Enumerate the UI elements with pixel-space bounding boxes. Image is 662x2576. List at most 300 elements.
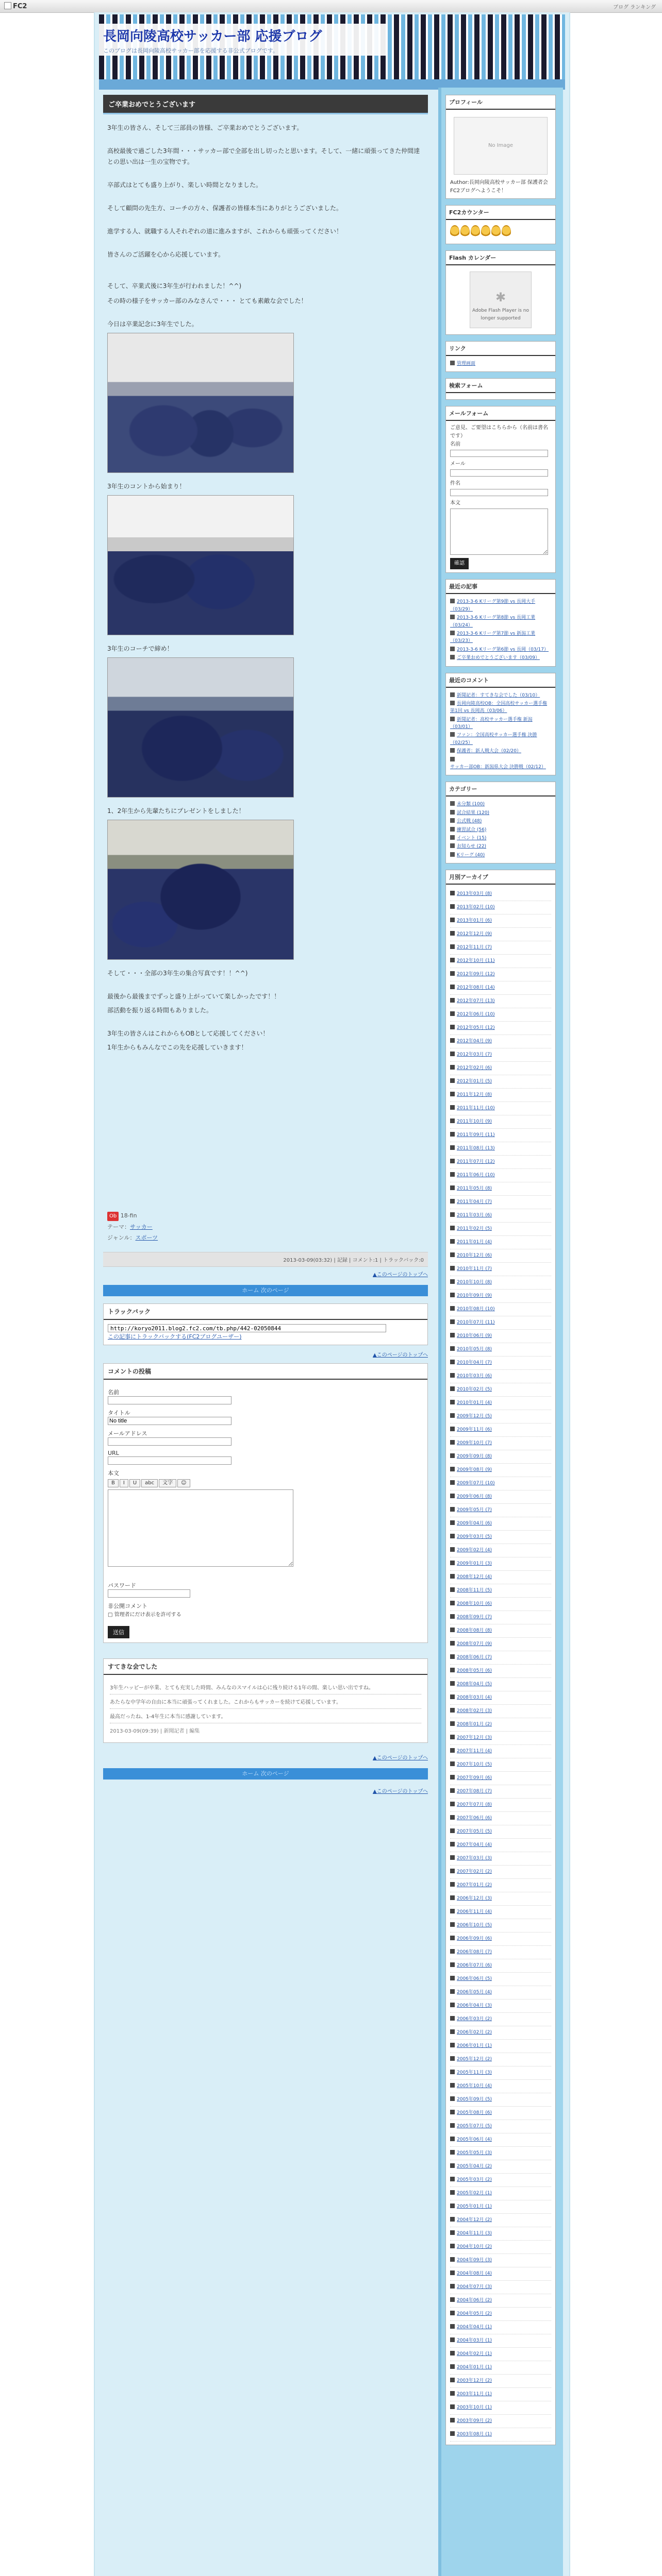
archive-item[interactable] xyxy=(450,2281,551,2294)
recent-entry[interactable] xyxy=(450,614,551,629)
genre-link[interactable]: スポーツ xyxy=(135,1234,158,1241)
category-link[interactable]: 試合結果 (120) xyxy=(457,810,490,816)
archive-link[interactable]: 2003年08月 (1) xyxy=(457,2432,492,2437)
archive-item[interactable] xyxy=(450,1490,551,1504)
archive-link[interactable]: 2012年05月 (12) xyxy=(457,1025,495,1031)
archive-link[interactable]: 2004年11月 (3) xyxy=(457,2231,492,2236)
archive-link[interactable]: 2006年07月 (6) xyxy=(457,1963,492,1969)
archive-link[interactable]: 2004年07月 (3) xyxy=(457,2284,492,2290)
page-top-link[interactable] xyxy=(103,1787,428,1794)
archive-link[interactable]: 2007年04月 (4) xyxy=(457,1842,492,1848)
archive-link[interactable]: 2004年05月 (2) xyxy=(457,2311,492,2317)
archive-item[interactable] xyxy=(450,1691,551,1705)
archive-link[interactable]: 2006年05月 (4) xyxy=(457,1990,492,1995)
archive-link[interactable]: 2012年11月 (7) xyxy=(457,945,492,951)
archive-item[interactable] xyxy=(450,1571,551,1584)
archive-link[interactable]: 2009年11月 (6) xyxy=(457,1427,492,1433)
archive-item[interactable] xyxy=(450,1919,551,1933)
archive-link[interactable]: 2008年07月 (9) xyxy=(457,1641,492,1647)
archive-link[interactable]: 2010年06月 (9) xyxy=(457,1333,492,1339)
archive-item[interactable] xyxy=(450,1450,551,1464)
archive-link[interactable]: 2013年02月 (10) xyxy=(457,905,495,910)
archive-link[interactable]: 2007年10月 (5) xyxy=(457,1762,492,1768)
comment-body-field[interactable] xyxy=(108,1489,293,1567)
archive-item[interactable] xyxy=(450,1209,551,1223)
archive-item[interactable] xyxy=(450,1584,551,1598)
archive-item[interactable] xyxy=(450,2361,551,2375)
archive-item[interactable] xyxy=(450,1316,551,1330)
archive-item[interactable] xyxy=(450,2388,551,2401)
archive-link[interactable]: 2012年04月 (9) xyxy=(457,1039,492,1044)
archive-item[interactable] xyxy=(450,1799,551,1812)
archive-link[interactable]: 2007年06月 (6) xyxy=(457,1816,492,1821)
archive-item[interactable] xyxy=(450,1035,551,1048)
recent-comment[interactable] xyxy=(450,732,551,747)
archive-item[interactable] xyxy=(450,1156,551,1169)
category-item[interactable] xyxy=(450,843,551,850)
archive-link[interactable]: 2007年03月 (3) xyxy=(457,1856,492,1861)
recent-comment[interactable] xyxy=(450,748,551,755)
archive-item[interactable] xyxy=(450,1946,551,1959)
archive-item[interactable] xyxy=(450,2321,551,2334)
archive-link[interactable]: 2004年02月 (1) xyxy=(457,2351,492,2357)
archive-item[interactable] xyxy=(450,2254,551,2267)
recent-comment-link[interactable]: 新聞記者：高校サッカー選手権 新潟（03/01） xyxy=(450,717,533,730)
font-button[interactable]: 文字 xyxy=(159,1479,176,1487)
archive-link[interactable]: 2011年06月 (10) xyxy=(457,1173,495,1178)
archive-link[interactable]: 2011年02月 (5) xyxy=(457,1226,492,1232)
archive-item[interactable] xyxy=(450,1557,551,1571)
archive-item[interactable] xyxy=(450,2053,551,2066)
archive-link[interactable]: 2011年10月 (9) xyxy=(457,1119,492,1125)
archive-item[interactable] xyxy=(450,1866,551,1879)
pager-nav-bottom[interactable]: ホーム 次のページ xyxy=(103,1768,428,1780)
archive-item[interactable] xyxy=(450,1129,551,1142)
archive-link[interactable]: 2005年09月 (5) xyxy=(457,2097,492,2103)
password-field[interactable] xyxy=(108,1589,190,1598)
archive-link[interactable]: 2008年05月 (6) xyxy=(457,1668,492,1674)
category-item[interactable] xyxy=(450,809,551,817)
archive-item[interactable] xyxy=(450,2026,551,2040)
archive-link[interactable]: 2008年10月 (6) xyxy=(457,1601,492,1607)
archive-link[interactable]: 2004年09月 (3) xyxy=(457,2258,492,2263)
archive-item[interactable] xyxy=(450,2120,551,2133)
archive-link[interactable]: 2010年11月 (7) xyxy=(457,1266,492,1272)
archive-link[interactable]: 2012年09月 (12) xyxy=(457,972,495,977)
fc2-top-right-link[interactable]: ブログ ランキング xyxy=(613,5,656,10)
recent-comment-link[interactable]: 長岡向陵高校OB：全国高校サッカー選手権 第1回 vs 長岡高（03/06） xyxy=(450,701,548,714)
archive-item[interactable] xyxy=(450,1437,551,1450)
archive-link[interactable]: 2006年11月 (4) xyxy=(457,1909,492,1915)
archive-link[interactable]: 2003年09月 (2) xyxy=(457,2418,492,2424)
mailform-subject-field[interactable] xyxy=(450,489,548,496)
archive-item[interactable] xyxy=(450,1611,551,1624)
archive-item[interactable] xyxy=(450,888,551,901)
archive-item[interactable] xyxy=(450,1048,551,1062)
archive-link[interactable]: 2008年02月 (3) xyxy=(457,1708,492,1714)
archive-item[interactable] xyxy=(450,1517,551,1531)
archive-link[interactable]: 2011年04月 (7) xyxy=(457,1199,492,1205)
archive-item[interactable] xyxy=(450,995,551,1008)
archive-item[interactable] xyxy=(450,2375,551,2388)
archive-link[interactable]: 2005年07月 (5) xyxy=(457,2124,492,2129)
blog-title[interactable]: 長岡向陵高校サッカー部 応援ブログ xyxy=(103,29,322,44)
archive-item[interactable] xyxy=(450,1102,551,1115)
mailform-name-field[interactable] xyxy=(450,450,548,457)
archive-item[interactable] xyxy=(450,1343,551,1357)
archive-item[interactable] xyxy=(450,1290,551,1303)
archive-item[interactable] xyxy=(450,968,551,981)
archive-item[interactable] xyxy=(450,2428,551,2442)
archive-item[interactable] xyxy=(450,1303,551,1316)
archive-link[interactable]: 2006年02月 (2) xyxy=(457,2030,492,2036)
archive-item[interactable] xyxy=(450,928,551,941)
archive-link[interactable]: 2009年09月 (8) xyxy=(457,1454,492,1460)
archive-item[interactable] xyxy=(450,1852,551,1866)
category-item[interactable] xyxy=(450,826,551,834)
archive-item[interactable] xyxy=(450,1169,551,1182)
page-top-anchor[interactable]: ▲このページのトップへ xyxy=(373,1272,428,1278)
archive-item[interactable] xyxy=(450,2241,551,2254)
archive-link[interactable]: 2010年12月 (6) xyxy=(457,1253,492,1259)
archive-link[interactable]: 2012年02月 (6) xyxy=(457,1065,492,1071)
archive-item[interactable] xyxy=(450,1825,551,1839)
recent-entry-link[interactable]: 2013-3-6 Kリーグ第7節 vs 新潟工業（03/23） xyxy=(450,631,536,644)
entry-title[interactable]: ご卒業おめでとうございます xyxy=(103,95,428,114)
recent-comment[interactable] xyxy=(450,756,551,771)
recent-comment[interactable] xyxy=(450,692,551,699)
archive-link[interactable]: 2008年12月 (4) xyxy=(457,1574,492,1580)
recent-entry[interactable] xyxy=(450,598,551,613)
archive-link[interactable]: 2009年01月 (3) xyxy=(457,1561,492,1567)
archive-link[interactable]: 2008年01月 (2) xyxy=(457,1722,492,1727)
page-top-link[interactable] xyxy=(103,1753,428,1761)
archive-link[interactable]: 2005年12月 (2) xyxy=(457,2057,492,2062)
archive-item[interactable] xyxy=(450,1062,551,1075)
archive-item[interactable] xyxy=(450,1504,551,1517)
theme-link[interactable]: サッカー xyxy=(130,1223,153,1230)
archive-item[interactable] xyxy=(450,1008,551,1022)
archive-link[interactable]: 2008年11月 (5) xyxy=(457,1588,492,1594)
admin-link[interactable]: 管理画面 xyxy=(457,361,476,366)
mailform-body-field[interactable] xyxy=(450,509,548,555)
category-link[interactable]: お知らせ (22) xyxy=(457,844,487,850)
category-link[interactable]: 練習試合 (56) xyxy=(457,827,487,833)
archive-link[interactable]: 2011年12月 (8) xyxy=(457,1092,492,1098)
recent-comment-link[interactable]: 新聞記者：すてきな会でした（03/10） xyxy=(457,692,540,698)
entry-photo-4[interactable] xyxy=(107,820,294,960)
archive-link[interactable]: 2005年10月 (4) xyxy=(457,2083,492,2089)
archive-item[interactable] xyxy=(450,2107,551,2120)
page-top-anchor[interactable]: ▲このページのトップへ xyxy=(373,1755,428,1761)
archive-item[interactable] xyxy=(450,1758,551,1772)
archive-link[interactable]: 2007年05月 (5) xyxy=(457,1829,492,1835)
archive-link[interactable]: 2003年10月 (1) xyxy=(457,2405,492,2411)
archive-link[interactable]: 2010年09月 (9) xyxy=(457,1293,492,1299)
archive-item[interactable] xyxy=(450,1892,551,1906)
archive-link[interactable]: 2008年04月 (5) xyxy=(457,1682,492,1687)
recent-comment-link[interactable]: 保護者：新人戦大会（02/20） xyxy=(457,749,521,754)
recent-entry-link[interactable]: 2013-3-6 Kリーグ第6節 vs 長岡（03/17） xyxy=(457,647,549,652)
recent-entry-link[interactable]: ご卒業おめでとうございます（03/09） xyxy=(457,655,540,661)
archive-item[interactable] xyxy=(450,1544,551,1557)
page-top-anchor[interactable]: ▲このページのトップへ xyxy=(373,1352,428,1358)
archive-item[interactable] xyxy=(450,1772,551,1785)
archive-link[interactable]: 2013年01月 (6) xyxy=(457,918,492,924)
fc2-logo[interactable] xyxy=(4,2,27,10)
archive-item[interactable] xyxy=(450,2040,551,2053)
mail-field[interactable] xyxy=(108,1437,231,1446)
archive-item[interactable] xyxy=(450,1959,551,1973)
submit-comment-button[interactable]: 送信 xyxy=(108,1626,129,1638)
entry-footer[interactable]: 2013-03-09(03:32) | 記録 | コメント:1 | トラックバック:0 xyxy=(103,1252,428,1267)
archive-item[interactable] xyxy=(450,2294,551,2308)
archive-item[interactable] xyxy=(450,1531,551,1544)
archive-link[interactable]: 2011年09月 (11) xyxy=(457,1132,495,1138)
archive-item[interactable] xyxy=(450,2348,551,2361)
archive-link[interactable]: 2004年04月 (1) xyxy=(457,2325,492,2330)
archive-link[interactable]: 2009年03月 (5) xyxy=(457,1534,492,1540)
archive-item[interactable] xyxy=(450,901,551,914)
recent-comment-link[interactable]: サッカー部OB：新潟県大会 決勝戦（02/12） xyxy=(450,765,546,770)
page-top-link[interactable] xyxy=(103,1270,428,1278)
archive-link[interactable]: 2011年01月 (4) xyxy=(457,1240,492,1245)
recent-comment[interactable] xyxy=(450,716,551,731)
entry-photo-2[interactable] xyxy=(107,495,294,635)
archive-item[interactable] xyxy=(450,2187,551,2200)
category-link[interactable]: 未分類 (100) xyxy=(457,802,485,807)
archive-item[interactable] xyxy=(450,2093,551,2107)
strike-button[interactable]: abc xyxy=(141,1479,158,1487)
mailform-confirm-button[interactable]: 確認 xyxy=(450,558,469,569)
underline-button[interactable]: U xyxy=(129,1479,140,1487)
secret-checkbox[interactable]: □ 管理者にだけ表示を許可する xyxy=(108,1612,181,1618)
archive-item[interactable] xyxy=(450,1933,551,1946)
archive-link[interactable]: 2010年07月 (11) xyxy=(457,1320,495,1326)
archive-link[interactable]: 2004年10月 (2) xyxy=(457,2244,492,2250)
bold-button[interactable]: B xyxy=(108,1479,119,1487)
archive-item[interactable] xyxy=(450,1410,551,1423)
archive-item[interactable] xyxy=(450,2200,551,2214)
archive-item[interactable] xyxy=(450,1357,551,1370)
comment-meta[interactable]: 2013-03-09(09:39) | 新聞記者 | 編集 xyxy=(110,1728,200,1734)
recent-entry[interactable] xyxy=(450,646,551,653)
archive-link[interactable]: 2008年03月 (4) xyxy=(457,1695,492,1701)
archive-link[interactable]: 2005年04月 (2) xyxy=(457,2164,492,2170)
archive-link[interactable]: 2008年06月 (7) xyxy=(457,1655,492,1660)
archive-link[interactable]: 2011年08月 (13) xyxy=(457,1146,495,1151)
archive-item[interactable] xyxy=(450,1879,551,1892)
archive-link[interactable]: 2006年09月 (6) xyxy=(457,1936,492,1942)
archive-link[interactable]: 2005年01月 (1) xyxy=(457,2204,492,2210)
archive-link[interactable]: 2009年12月 (5) xyxy=(457,1414,492,1419)
archive-link[interactable]: 2008年08月 (8) xyxy=(457,1628,492,1634)
mailform-mail-field[interactable] xyxy=(450,469,548,477)
archive-item[interactable] xyxy=(450,981,551,995)
archive-item[interactable] xyxy=(450,1678,551,1691)
archive-link[interactable]: 2007年08月 (7) xyxy=(457,1789,492,1794)
archive-item[interactable] xyxy=(450,2160,551,2174)
archive-item[interactable] xyxy=(450,1276,551,1290)
archive-item[interactable] xyxy=(450,2415,551,2428)
recent-entry-link[interactable]: 2013-3-6 Kリーグ第9節 vs 長岡大手（03/29） xyxy=(450,599,536,612)
archive-link[interactable]: 2005年11月 (3) xyxy=(457,2070,492,2076)
archive-item[interactable] xyxy=(450,1397,551,1410)
archive-link[interactable]: 2013年03月 (8) xyxy=(457,891,492,897)
archive-item[interactable] xyxy=(450,2267,551,2281)
archive-link[interactable]: 2009年07月 (10) xyxy=(457,1481,495,1486)
link-item[interactable] xyxy=(450,360,551,367)
archive-item[interactable] xyxy=(450,1973,551,1986)
archive-link[interactable]: 2005年08月 (6) xyxy=(457,2110,492,2116)
archive-item[interactable] xyxy=(450,2401,551,2415)
page-top-anchor[interactable]: ▲このページのトップへ xyxy=(373,1789,428,1794)
archive-link[interactable]: 2007年07月 (8) xyxy=(457,1802,492,1808)
recent-entry[interactable] xyxy=(450,630,551,645)
category-item[interactable] xyxy=(450,835,551,842)
archive-link[interactable]: 2007年09月 (6) xyxy=(457,1775,492,1781)
archive-link[interactable]: 2003年12月 (2) xyxy=(457,2378,492,2384)
archive-item[interactable] xyxy=(450,2066,551,2080)
archive-item[interactable] xyxy=(450,1330,551,1343)
entry-photo-1[interactable] xyxy=(107,333,294,473)
archive-link[interactable]: 2006年01月 (1) xyxy=(457,2043,492,2049)
archive-link[interactable]: 2006年08月 (7) xyxy=(457,1950,492,1955)
archive-item[interactable] xyxy=(450,1196,551,1209)
trackback-url-field[interactable] xyxy=(108,1324,386,1332)
archive-item[interactable] xyxy=(450,2334,551,2348)
archive-item[interactable] xyxy=(450,1999,551,2013)
archive-item[interactable] xyxy=(450,1089,551,1102)
archive-link[interactable]: 2007年11月 (4) xyxy=(457,1749,492,1754)
trackback-link[interactable]: この記事にトラックバックする(FC2ブログユーザー) xyxy=(108,1333,242,1340)
category-item[interactable] xyxy=(450,852,551,859)
archive-link[interactable]: 2012年01月 (5) xyxy=(457,1079,492,1084)
archive-link[interactable]: 2004年01月 (1) xyxy=(457,2365,492,2370)
archive-link[interactable]: 2009年05月 (7) xyxy=(457,1507,492,1513)
archive-item[interactable] xyxy=(450,1236,551,1249)
name-field[interactable] xyxy=(108,1396,231,1404)
archive-item[interactable] xyxy=(450,1142,551,1156)
archive-item[interactable] xyxy=(450,1598,551,1611)
archive-item[interactable] xyxy=(450,2147,551,2160)
archive-item[interactable] xyxy=(450,914,551,928)
archive-link[interactable]: 2006年10月 (5) xyxy=(457,1923,492,1928)
archive-link[interactable]: 2008年09月 (7) xyxy=(457,1615,492,1620)
archive-link[interactable]: 2010年01月 (4) xyxy=(457,1400,492,1406)
archive-link[interactable]: 2010年03月 (6) xyxy=(457,1374,492,1379)
recent-comment[interactable] xyxy=(450,700,551,715)
archive-link[interactable]: 2010年05月 (8) xyxy=(457,1347,492,1352)
archive-link[interactable]: 2012年07月 (13) xyxy=(457,998,495,1004)
recent-entry-link[interactable]: 2013-3-6 Kリーグ第8節 vs 長岡工業（03/24） xyxy=(450,615,536,628)
archive-link[interactable]: 2011年07月 (12) xyxy=(457,1159,495,1165)
archive-item[interactable] xyxy=(450,1223,551,1236)
archive-item[interactable] xyxy=(450,1651,551,1665)
archive-link[interactable]: 2006年12月 (3) xyxy=(457,1896,492,1902)
archive-item[interactable] xyxy=(450,1732,551,1745)
archive-link[interactable]: 2012年03月 (7) xyxy=(457,1052,492,1058)
archive-link[interactable]: 2010年02月 (5) xyxy=(457,1387,492,1393)
archive-item[interactable] xyxy=(450,1638,551,1651)
archive-link[interactable]: 2010年04月 (7) xyxy=(457,1360,492,1366)
archive-link[interactable]: 2006年06月 (5) xyxy=(457,1976,492,1982)
category-item[interactable] xyxy=(450,818,551,825)
archive-item[interactable] xyxy=(450,1075,551,1089)
archive-item[interactable] xyxy=(450,1464,551,1477)
archive-link[interactable]: 2010年08月 (10) xyxy=(457,1307,495,1312)
emoji-button[interactable]: ☺ xyxy=(177,1479,190,1487)
archive-link[interactable]: 2004年12月 (2) xyxy=(457,2217,492,2223)
archive-link[interactable]: 2007年12月 (3) xyxy=(457,1735,492,1741)
archive-link[interactable]: 2005年06月 (4) xyxy=(457,2137,492,2143)
archive-item[interactable] xyxy=(450,941,551,955)
archive-item[interactable] xyxy=(450,1812,551,1825)
archive-item[interactable] xyxy=(450,1785,551,1799)
archive-item[interactable] xyxy=(450,1718,551,1732)
archive-link[interactable]: 2012年06月 (10) xyxy=(457,1012,495,1018)
archive-item[interactable] xyxy=(450,1423,551,1437)
archive-link[interactable]: 2009年04月 (6) xyxy=(457,1521,492,1527)
archive-link[interactable]: 2012年08月 (14) xyxy=(457,985,495,991)
archive-link[interactable]: 2012年10月 (11) xyxy=(457,958,495,964)
url-field[interactable] xyxy=(108,1456,231,1465)
archive-link[interactable]: 2006年03月 (2) xyxy=(457,2016,492,2022)
archive-link[interactable]: 2004年08月 (4) xyxy=(457,2271,492,2277)
archive-link[interactable]: 2007年02月 (2) xyxy=(457,1869,492,1875)
archive-item[interactable] xyxy=(450,1745,551,1758)
archive-item[interactable] xyxy=(450,1705,551,1718)
archive-item[interactable] xyxy=(450,2174,551,2187)
title-field[interactable] xyxy=(108,1417,231,1425)
archive-item[interactable] xyxy=(450,1022,551,1035)
archive-item[interactable] xyxy=(450,1477,551,1490)
archive-item[interactable] xyxy=(450,1906,551,1919)
category-link[interactable]: イベント (15) xyxy=(457,835,487,841)
category-link[interactable]: 公式戦 (48) xyxy=(457,819,482,824)
archive-link[interactable]: 2011年03月 (6) xyxy=(457,1213,492,1218)
archive-item[interactable] xyxy=(450,1624,551,1638)
archive-link[interactable]: 2009年08月 (9) xyxy=(457,1467,492,1473)
archive-item[interactable] xyxy=(450,1263,551,1276)
archive-link[interactable]: 2009年02月 (4) xyxy=(457,1548,492,1553)
page-top-link[interactable] xyxy=(103,1350,428,1358)
archive-link[interactable]: 2004年06月 (2) xyxy=(457,2298,492,2303)
entry-photo-3[interactable] xyxy=(107,657,294,798)
archive-link[interactable]: 2005年03月 (2) xyxy=(457,2177,492,2183)
archive-item[interactable] xyxy=(450,1383,551,1397)
archive-item[interactable] xyxy=(450,2308,551,2321)
archive-link[interactable]: 2009年10月 (7) xyxy=(457,1440,492,1446)
recent-comment-link[interactable]: ファン：全国高校サッカー選手権 決勝（02/25） xyxy=(450,733,537,745)
archive-item[interactable] xyxy=(450,1115,551,1129)
archive-link[interactable]: 2011年05月 (8) xyxy=(457,1186,492,1192)
archive-item[interactable] xyxy=(450,1839,551,1852)
category-item[interactable] xyxy=(450,801,551,808)
archive-link[interactable]: 2005年05月 (3) xyxy=(457,2150,492,2156)
archive-item[interactable] xyxy=(450,2227,551,2241)
pager-nav[interactable]: ホーム 次のページ xyxy=(103,1285,428,1296)
archive-item[interactable] xyxy=(450,1370,551,1383)
archive-link[interactable]: 2011年11月 (10) xyxy=(457,1106,495,1111)
recent-entry[interactable] xyxy=(450,654,551,662)
archive-item[interactable] xyxy=(450,2080,551,2093)
archive-link[interactable]: 2006年04月 (3) xyxy=(457,2003,492,2009)
archive-item[interactable] xyxy=(450,2013,551,2026)
archive-link[interactable]: 2004年03月 (1) xyxy=(457,2338,492,2344)
archive-link[interactable]: 2003年11月 (1) xyxy=(457,2392,492,2397)
archive-item[interactable] xyxy=(450,1249,551,1263)
